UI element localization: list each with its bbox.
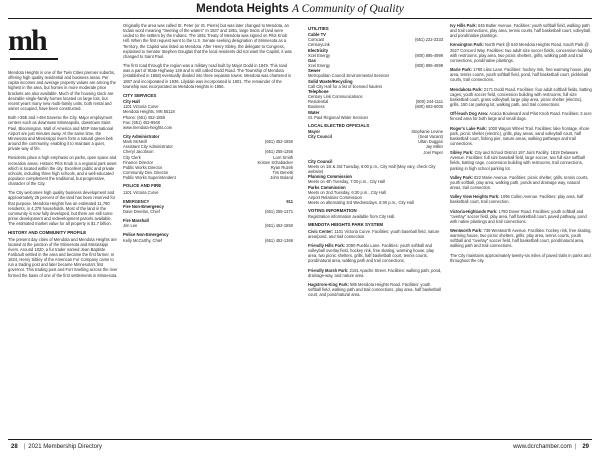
- park-entry-desc: 1780 Lilac Lane. Facilities: hockey rink, free warming house, play area, tennis courts, youth softball field, pond, half basketball court, pickleball courts, trail connections.: [450, 67, 592, 83]
- staff-row-label: Assistant City Administrator: [123, 144, 173, 150]
- history-paragraph: The first road through the region was a military road built by Major Dodd in 1849. This road was a part of State Highway 149 and is still called Dodd Road. The Township of Mendota (established in 1858) eventually divided into three separate towns. Mendota was chartered in 1887 and incorporated in 1936. Lilydale was incorporated in 1901. The remainder of the township was incorporated as Mendota Heights in 1956.: [123, 63, 292, 89]
- intro-paragraph: Mendota Heights is one of the Twin Cities premier suburbs, offering high quality residential and business areas. Per capita incomes and average property values are among the highest in the area, but homes in more moderate price brackets are also available. Much of the housing stock are desirable single-family homes located on large lots, but recent years many new multi-family units, both rental and owner occupied, have been constructed.: [8, 70, 116, 112]
- park-entry-name: Ivy Hills Park:: [450, 23, 477, 28]
- park-system-heading: MENDOTA HEIGHTS PARK SYSTEM: [308, 222, 384, 228]
- utility-row-label: Xcel Energy: [308, 52, 331, 58]
- utility-row-label: Century Link Communications: [308, 94, 363, 100]
- mayor-name: Stephanie Levine: [411, 128, 443, 134]
- utility-row: [308, 115, 443, 120]
- history-paragraph: The present day cities of Mendota and Mendota Heights are located at the junction of the Minnesota and Mississippi rivers. Around 1820, a fur trader named Jean Baptiste Faribault settled in the area and became the first farmer. In 1834, Henry Sibley of the American Fur Company came to run a trading post and later became Minnesota's first governor. This trading post and Fort Snelling across the river formed the basis of one of the first settlements in Minnesota.: [8, 236, 118, 278]
- park-entry: [450, 111, 592, 121]
- emergency-number: 911: [286, 198, 293, 204]
- city-hall-line: Fax: (651) 452-8940: [123, 119, 161, 125]
- city-hall-line: Mendota Heights, MN 55118: [123, 109, 175, 115]
- staff-row-value: Ryan Ruzek: [270, 164, 293, 170]
- city-logo: [8, 24, 62, 64]
- footer-left: [8, 444, 102, 450]
- council-seat: (Seat Vacant): [418, 134, 443, 140]
- park-entry-desc: 1096 Cullen Avenue. Facilities: play area, half basketball court, trail connection.: [450, 194, 584, 205]
- park-entry-name: Marie Park:: [450, 67, 473, 73]
- staff-row-value: John Boland: [270, 175, 293, 181]
- staff-row-label: Finance Director: [123, 159, 154, 165]
- city-hall-line: Phone: (651) 452-1850: [123, 114, 166, 120]
- park-entry: [450, 42, 592, 63]
- utility-row-label: Comcast: [308, 37, 325, 43]
- park-entry-name: Friendly Marsh Park:: [308, 267, 349, 273]
- utility-row-value: (651) 222-3333: [415, 37, 443, 43]
- utility-category: Sewer: [308, 68, 321, 74]
- park-entry: [450, 126, 592, 147]
- fire-marshall-row-value: (651) 452-1850: [265, 223, 293, 229]
- column-parks: [450, 23, 592, 433]
- park-entry-name: Mendakota Park:: [450, 86, 483, 92]
- fire-chief-row-label: Dave Dreelan, Chief: [123, 209, 160, 214]
- trails-closing: The City maintains approximately twenty-six miles of paved trails in parks and throughout the city.: [450, 252, 591, 263]
- park-entry: [450, 67, 592, 82]
- park-entry: [308, 268, 443, 278]
- title-rule: [8, 18, 592, 19]
- utility-category: Gas: [308, 57, 316, 63]
- park-entry: [450, 209, 592, 224]
- park-entry-name: Kensington Park:: [450, 42, 484, 48]
- park-entry-name: Valley Park:: [450, 174, 473, 180]
- city-services-heading: CITY SERVICES: [123, 92, 157, 98]
- utility-category: Water: [308, 109, 320, 115]
- park-entry-name: Wentworth Park:: [450, 228, 483, 233]
- staff-row-label: City Clerk: [123, 154, 141, 160]
- intro-paragraph: Residents place a high emphasis on parks, open space and recreation areas. Historic Pilot Knob is a regional park asset which is located within the city. Excellent public and private schools, including three high schools, and a well-educated populace complement the traditional, but progressive, character of the City.: [8, 155, 117, 187]
- meeting-details: Meets on 1st & 3rd Tuesday, 6:00 p.m., City Hall (May vary, check City website): [308, 163, 436, 175]
- footer-separator-left: |: [23, 444, 26, 450]
- intro-paragraph: Both I-35E and I-494 traverse the City. Major employment centers such as downtown Minneapolis, downtown Saint Paul, Bloomington, Mall of America and MSP International Airport are just minutes away. At the same time, the Minnesota and Mississippi rivers form a natural green belt around the community, enabling it to maintain a quiet, private way of life.: [8, 115, 114, 152]
- utility-row-value: (800) 895-4999: [415, 52, 443, 58]
- police-chief-row-label: Kelly McCarthy, Chief: [123, 237, 163, 243]
- city-hall-line: 1101 Victoria Curve: [123, 104, 159, 110]
- history-paragraph: Originally the area was called St. Peter (or St. Pierre) but was later changed to Mendota, an Indian word meaning "meeting of the waters" In 1837 and 1851, large tracts of land were ceded to the settlers by the Indians. The 1851 Treaty of Mendota was signed on Pilot Knob Hill. When the first request went to the U.S. Senate seeking designation of Minnesota as a Territory, the Capitol was listed as Mendota. After Henry Sibley, the delegate to Congress, explained to Senator Stephen Douglas that the local residents did not want the Capitol, it was changed to Saint Paul.: [123, 23, 292, 59]
- local-officials-heading: LOCAL ELECTED OFFICIALS: [308, 122, 370, 128]
- council-label: City Council: [308, 134, 332, 140]
- park-entry: [308, 243, 443, 264]
- police-non-emergency-title: Police Non-Emergency: [123, 232, 169, 238]
- staff-row-value: Kristen Schabacker: [257, 159, 293, 165]
- park-entry: [450, 194, 592, 204]
- park-entry-desc: 822 Marie Avenue. Facilities: picnic shelter, grills, tennis courts, youth softball, play area, walking path, ponds and drainage way, natural areas, trail connection.: [450, 174, 589, 191]
- park-entry-name: Valley View Heights Park:: [450, 194, 500, 200]
- utility-category: Solid Waste/Recycling: [308, 78, 353, 84]
- meeting-details: Airport Relations Commission: [308, 194, 362, 200]
- utility-category: Cable TV: [308, 32, 326, 38]
- park-entry-name: Roger's Lake Park:: [450, 125, 487, 131]
- page-title-strong: Mendota Heights: [196, 3, 289, 15]
- intro-paragraph: The City welcomes high quality business development and approximately 25 percent of the land has been reserved for that purpose. Mendota Heights has an estimated 11,790 residents, in 4,378 households. Most of the land in the community is now fully developed, but there are still some prime development and redevelopment parcels available. The estimated market value for all property is $1.7 billion.: [8, 190, 116, 227]
- park-entry-desc: 1780 Dover Road. Facilities: youth softball and "overlay" soccer field, play area, half basketball court, paved pathway, pond with native plantings and trail connections.: [450, 208, 587, 224]
- voting-info: Registration information available from City Hall.: [308, 214, 396, 220]
- park-entry: [308, 282, 443, 297]
- column-intro: [8, 70, 118, 434]
- staff-row-label: Mark McNeill: [123, 139, 147, 145]
- police-fire-heading: POLICE AND FIRE: [123, 183, 162, 189]
- staff-row-value: (651) 452-1850: [265, 139, 293, 145]
- emergency-label: EMERGENCY: [123, 198, 150, 204]
- utility-row-label: Xcel Energy: [308, 63, 331, 69]
- fire-chief-row-value: (651) 255-1371: [265, 209, 293, 214]
- page-title: [0, 3, 600, 15]
- column-history-services: [123, 23, 293, 433]
- police-chief-row-value: (651) 452-1366: [265, 237, 293, 243]
- park-entry-desc: Acacia Boulevard and Pilot Knob Road. Facilities: 3 acre fenced area for both large and small dogs.: [450, 111, 592, 122]
- staff-row-label: Public Works Superintendent: [123, 175, 176, 181]
- park-entry: [450, 228, 592, 249]
- park-entry: [308, 229, 443, 239]
- city-logo-mark: mh: [8, 24, 46, 57]
- park-entry: [450, 87, 592, 108]
- page-title-light: A Community of Quality: [291, 3, 404, 15]
- utilities-heading: UTILITIES: [308, 26, 329, 31]
- utility-row-label: CenturyLink: [308, 42, 330, 48]
- meeting-title: Parks Commission: [308, 184, 346, 190]
- fire-marshall-row-label: Jim Lee: [123, 223, 138, 229]
- park-entry-name: Victoria-Highlands Park:: [450, 208, 498, 214]
- column-utilities-officials: [308, 23, 443, 433]
- city-logo-underline: [10, 58, 58, 60]
- staff-row-label: Public Works Director: [123, 164, 163, 170]
- staff-row-label: Community Dev. Director: [123, 170, 169, 176]
- park-entry-desc: 2171 Dodd Road. Facilities: four adult softball fields, batting cages, youth soccer field, concession building with restrooms, full size basketball court, grass volleyball, large play area, picnic shelter (electric), grills, 150 car parking lot, walking path, and trail connections.: [450, 86, 592, 108]
- council-member: Ultan Duggan: [417, 139, 443, 145]
- fire-marshall-title: Fire Marshall: [123, 218, 149, 224]
- staff-row-value: (651) 255-1356: [265, 149, 293, 155]
- staff-row-value: Tim Benetti: [272, 170, 293, 176]
- history-heading: HISTORY AND COMMUNITY PROFILE: [8, 230, 87, 236]
- utility-row-label: Call City Hall for a list of licensed haulers: [308, 83, 383, 89]
- footer-separator-right: |: [574, 444, 577, 450]
- city-hall-line: www.mendota-heights.com: [123, 124, 173, 130]
- meeting-title: Planning Commission: [308, 174, 352, 180]
- mayor-label: Mayor: [308, 128, 321, 134]
- utility-row-label: St. Paul Regional Water Services: [308, 114, 369, 120]
- voting-heading: VOTING INFORMATION: [308, 208, 357, 214]
- page-number-left: 28: [11, 444, 18, 450]
- utility-category: Electricity: [308, 47, 329, 53]
- city-administrator-title: City Administrator: [123, 133, 160, 139]
- park-entry-name: Friendly Hills Park:: [308, 242, 346, 248]
- park-entry-name: Sibley Park:: [450, 150, 474, 156]
- park-entry: [450, 23, 592, 38]
- staff-row: [123, 175, 293, 180]
- park-entry-desc: 585 Mendota Heights Road. Facilities: youth softball field, walking path and trail connections, play area, half basketball court, and pond/natural area.: [308, 281, 441, 298]
- park-entry-name: Civic Center:: [308, 228, 334, 234]
- park-entry-name: Off-leash Dog Area:: [450, 111, 489, 117]
- meeting-details: Meets on 2nd Tuesday, 6:30 p.m., City Hall: [308, 189, 386, 195]
- council-member: Joel Paper: [423, 149, 443, 155]
- footer-website-link[interactable]: www.dcrchamber.com: [513, 444, 572, 450]
- park-entry-desc: 645 Butler Avenue. Facilities: youth softball field, walking path and trail connections, play area, tennis courts, half basketball court, volleyball, and pond/native plantings.: [450, 23, 592, 39]
- park-entry: [450, 150, 592, 171]
- utility-row-label: Metropolitan Council Environmental Services: [308, 73, 390, 79]
- park-entry-desc: City and School District 197 Joint Facility. 1819 Delaware Avenue. Facilities: full size baseball field, large soccer, two full size softball fields, batting cage, concession building with restrooms, trail connections, parking in high school parking lot.: [450, 150, 585, 171]
- park-entry-desc: 2090 Pueblo Lane. Facilities: youth softball and volleyball overlay field, hockey rink, free skating, warming house, play area, two picnic shelters, grills, half basketball court, tennis courts, pond/natural area, walking path and trail connections.: [308, 242, 435, 264]
- staff-row-value: Lorri Smith: [273, 154, 293, 160]
- footer-rule: [8, 439, 592, 440]
- park-entry-name: Hagstrom-King Park:: [308, 281, 349, 287]
- council-member: Jay Miller: [425, 144, 443, 150]
- meeting-details: Meets on alternating 3rd Wednesdays, 6:00 p.m., City Hall: [308, 200, 414, 205]
- fire-non-emergency-title: Fire Non-Emergency: [123, 203, 164, 209]
- utility-row-value: (800) 895-4999: [415, 63, 443, 69]
- footer-right: [513, 444, 592, 450]
- utility-row-value: (800) 244-1111: [415, 99, 443, 105]
- park-entry-desc: 1000 Wagon Wheel Trail. Facilities: lake frontage, shore park, picnic shelter (electric), grills, play areas, sand volleyball court, half basketball court, fishing pier, nature areas, walking pathways and trail connections.: [450, 125, 590, 146]
- city-hall-title: City Hall: [123, 99, 140, 105]
- utility-row-label: Residential: [308, 99, 329, 105]
- park-entry-desc: 739 Wentworth Avenue. Facilities: hockey rink, free skating, warming house, two picnic shelters, grills, play area, tennis courts, youth softball and "overlay" soccer field, half basketball court, pond/natural area, walking path and trail connections.: [450, 228, 592, 249]
- meeting-title: City Council: [308, 158, 333, 164]
- utility-row-label: Business: [308, 104, 325, 110]
- park-entry-desc: North Park @ 640 Mendota Heights Road, South Park @ 2627 Concord Way. Facilities: two adult size soccer fields, concession building with restrooms, play area, two picnic shelters, grills, walking path and trail connections, pond/native plantings.: [450, 42, 592, 63]
- staff-row-label: Cheryl Jacobson: [123, 149, 154, 155]
- utility-category: Telephone: [308, 88, 329, 94]
- park-entry-desc: 1101 Victoria Curve. Facilities: youth baseball field, nature area/pond, and trail connection.: [308, 228, 440, 239]
- utility-row-value: (800) 603-6000: [415, 104, 443, 110]
- footer-directory-title: 2021 Membership Directory: [28, 444, 102, 450]
- police-fire-address: 1101 Victoria Curve: [123, 189, 159, 195]
- park-entry-desc: 2181 Apache Street. Facilities: walking path, pond, drainage-way, and nature area.: [308, 267, 442, 278]
- police-chief-row: [123, 238, 293, 243]
- page-footer: [8, 439, 592, 459]
- page-number-right: 29: [582, 444, 589, 450]
- park-entry: [450, 175, 592, 190]
- meeting-details: Meets on 4th Tuesday, 7:00 p.m., City Hall: [308, 179, 385, 185]
